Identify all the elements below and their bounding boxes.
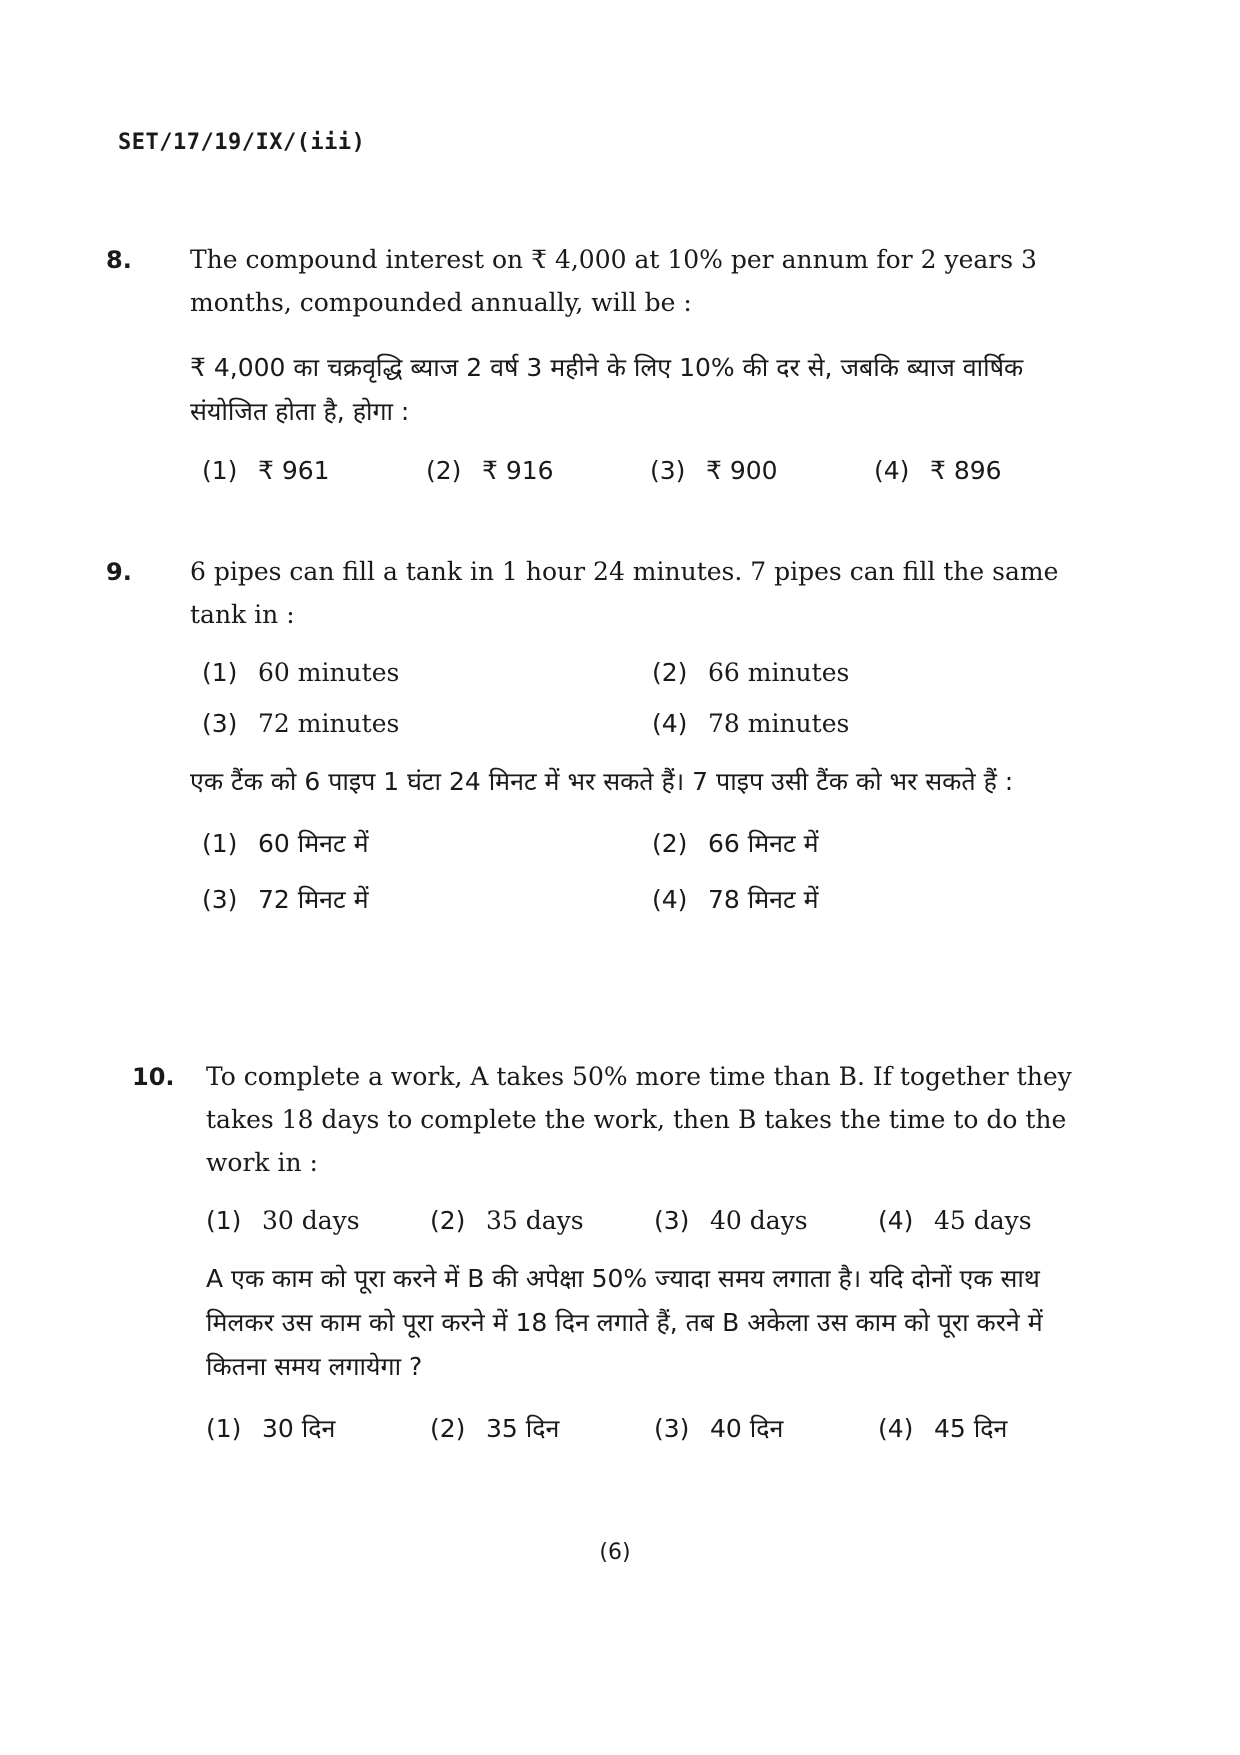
option-number: (2) [426,456,462,485]
page-number-text: (6) [599,1540,631,1565]
option-number: (3) [654,1414,690,1443]
option-1[interactable] [202,456,426,485]
question-text-english: To complete a work, A takes 50% more time than B. If together they takes 18 days to complete the work, then B takes the time to do the work in : [206,1062,1072,1177]
option-2[interactable] [652,826,1102,860]
option-number: (1) [206,1206,242,1235]
option-value: 78 minutes [708,709,850,738]
option-number: (1) [202,658,238,687]
option-number: (3) [650,456,686,485]
option-2[interactable] [652,658,1102,687]
option-4[interactable] [878,1206,1102,1235]
option-value: 60 मिनट में [258,829,369,858]
question-text-hindi: एक टैंक को 6 पाइप 1 घंटा 24 मिनट में भर सकते हैं। 7 पाइप उसी टैंक को भर सकते हैं : [190,767,1014,796]
question-number: 10. [132,1063,175,1091]
option-1[interactable] [202,658,652,687]
option-value: ₹ 900 [706,456,778,485]
option-value: 35 days [486,1206,584,1235]
page-number [0,1540,1240,1565]
option-value: 45 दिन [934,1414,1008,1443]
option-3[interactable] [654,1411,878,1445]
option-1[interactable] [202,826,652,860]
option-value: 66 मिनट में [708,829,819,858]
option-value: 66 minutes [708,658,850,687]
option-number: (1) [202,829,238,858]
option-2[interactable] [426,456,650,485]
option-value: ₹ 916 [482,456,554,485]
options-row-english [206,1206,1100,1235]
options-row-hindi [206,1411,1100,1445]
option-value: 30 दिन [262,1414,336,1443]
question-10 [132,1055,1100,1445]
question-8 [106,238,1100,485]
option-value: 40 दिन [710,1414,784,1443]
option-number: (2) [430,1414,466,1443]
option-3[interactable] [202,882,652,916]
option-3[interactable] [654,1206,878,1235]
option-3[interactable] [650,456,874,485]
option-3[interactable] [202,709,652,738]
option-value: 40 days [710,1206,808,1235]
option-number: (4) [652,709,688,738]
option-value: ₹ 896 [930,456,1002,485]
option-value: 45 days [934,1206,1032,1235]
options-row [202,456,1100,485]
question-number: 8. [106,246,132,274]
option-number: (3) [202,709,238,738]
option-4[interactable] [652,882,1102,916]
option-value: 72 minutes [258,709,400,738]
question-text-hindi: A एक काम को पूरा करने में B की अपेक्षा 50% ज्यादा समय लगाता है। यदि दोनों एक साथ मिलकर उस काम को पूरा करने में 18 दिन लगाते हैं, तब B अकेला उस काम को पूरा करने में कितना समय लगायेगा ? [206,1264,1043,1381]
option-value: ₹ 961 [258,456,330,485]
option-number: (2) [430,1206,466,1235]
set-code: SET/17/19/IX/(iii) [118,130,366,155]
option-number: (4) [874,456,910,485]
question-9 [106,550,1100,916]
option-4[interactable] [874,456,1098,485]
option-value: 35 दिन [486,1414,560,1443]
question-text-english: 6 pipes can fill a tank in 1 hour 24 minutes. 7 pipes can fill the same tank in : [190,557,1059,629]
option-1[interactable] [206,1206,430,1235]
option-number: (2) [652,829,688,858]
question-text-hindi: ₹ 4,000 का चक्रवृद्धि ब्याज 2 वर्ष 3 महीने के लिए 10% की दर से, जबकि ब्याज वार्षिक संयोजित होता है, होगा : [190,353,1024,426]
option-4[interactable] [652,709,1102,738]
question-text-english: The compound interest on ₹ 4,000 at 10% per annum for 2 years 3 months, compounded annually, will be : [190,245,1037,317]
option-number: (1) [202,456,238,485]
option-number: (4) [878,1206,914,1235]
option-number: (2) [652,658,688,687]
option-number: (4) [652,885,688,914]
option-value: 30 days [262,1206,360,1235]
option-2[interactable] [430,1411,654,1445]
option-4[interactable] [878,1411,1102,1445]
option-number: (3) [202,885,238,914]
option-1[interactable] [206,1411,430,1445]
option-value: 78 मिनट में [708,885,819,914]
option-2[interactable] [430,1206,654,1235]
option-number: (1) [206,1414,242,1443]
options-grid-english [202,658,1100,738]
option-value: 60 minutes [258,658,400,687]
option-value: 72 मिनट में [258,885,369,914]
options-grid-hindi [202,826,1100,916]
option-number: (3) [654,1206,690,1235]
question-number: 9. [106,558,132,586]
option-number: (4) [878,1414,914,1443]
